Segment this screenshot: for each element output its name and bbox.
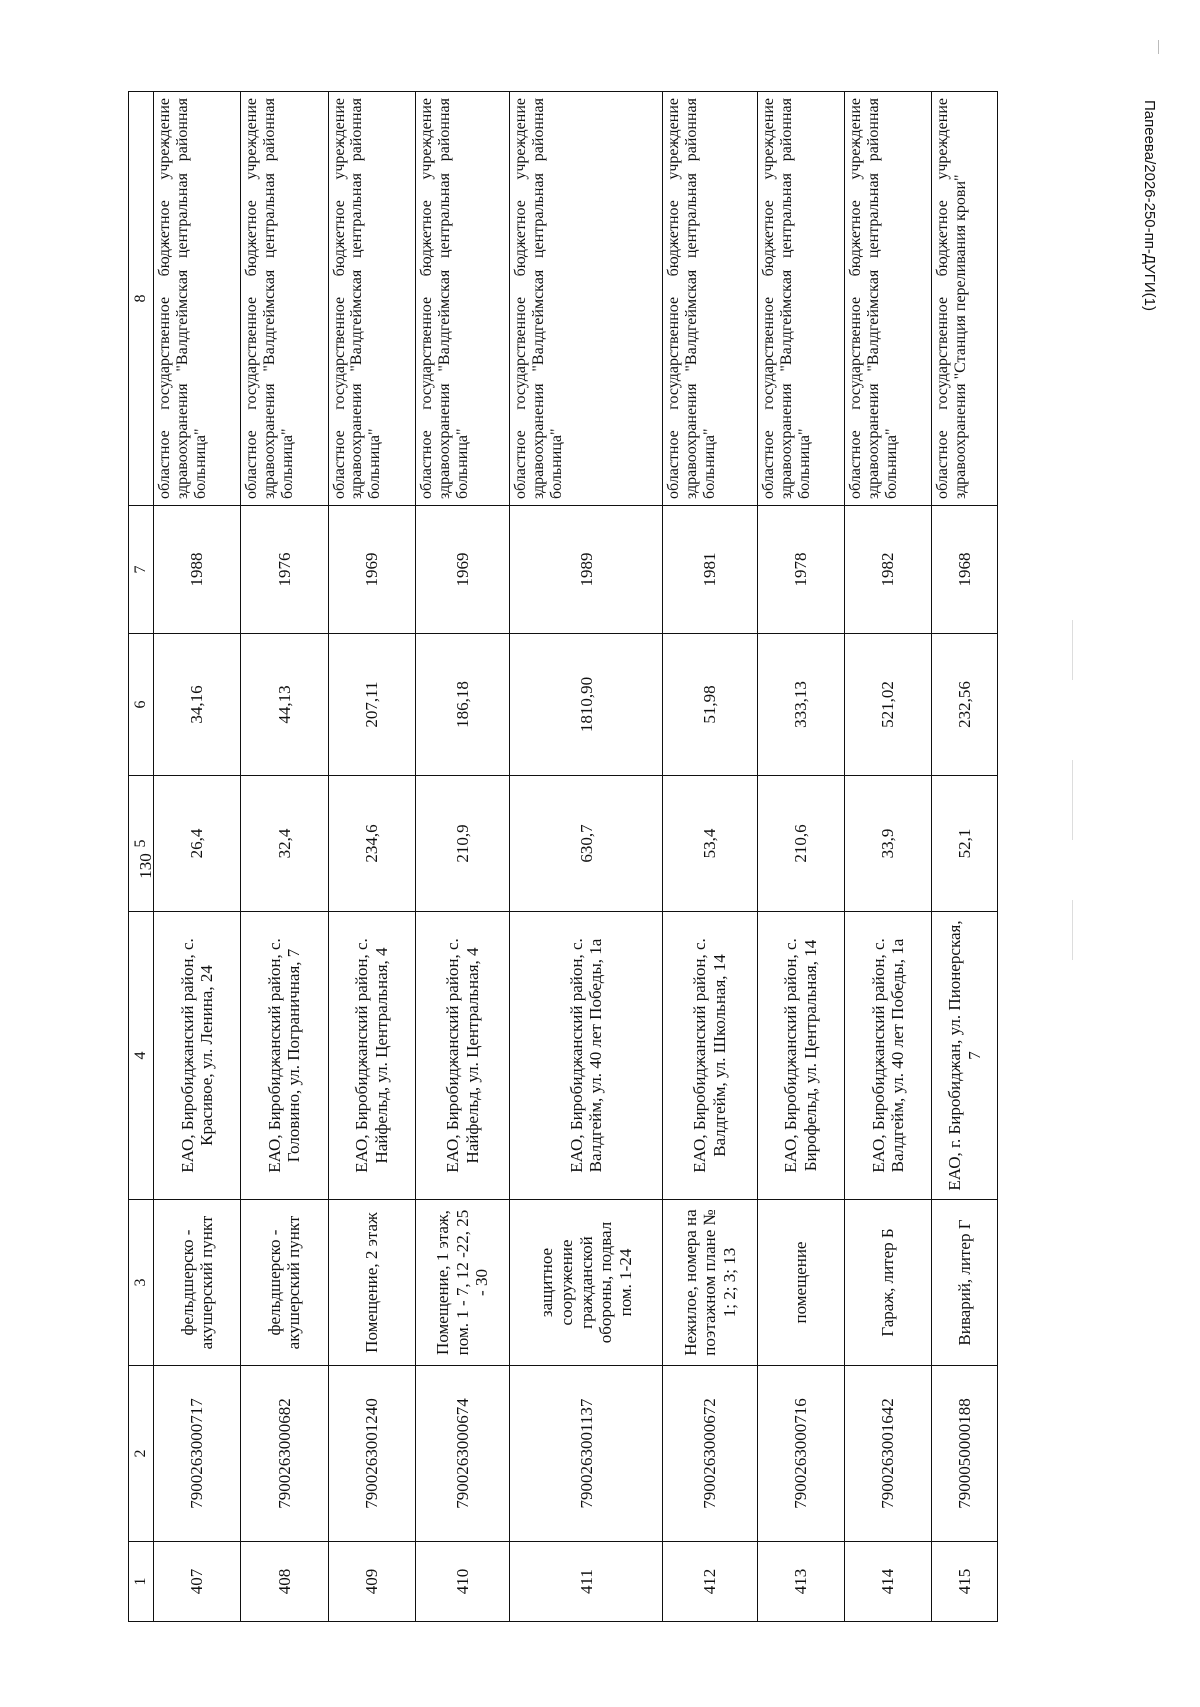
object-name: Помещение, 1 этаж, пом. 1 - 7, 12 -22, 25 - 30 <box>415 1200 510 1366</box>
table-row <box>415 92 510 1622</box>
right-holder: областное государственное бюджетное учреждение здравоохранения "Валдгеймская центральная районная больница" <box>757 92 844 506</box>
row-number: 407 <box>154 1542 241 1622</box>
object-address: ЕАО, г. Биробиджан, ул. Пионерская, 7 <box>932 912 998 1200</box>
row-number: 409 <box>328 1542 415 1622</box>
book-value: 232,56 <box>932 634 998 776</box>
book-value: 51,98 <box>663 634 758 776</box>
year-built: 1976 <box>241 506 328 634</box>
year-built: 1981 <box>663 506 758 634</box>
area-value: 32,4 <box>241 776 328 912</box>
scan-artifact <box>1158 40 1159 54</box>
row-number: 415 <box>932 1542 998 1622</box>
object-address: ЕАО, Биробиджанский район, с. Найфельд, ул. Центральная, 4 <box>415 912 510 1200</box>
cadastral-number: 7900263000716 <box>757 1366 844 1542</box>
table-row <box>757 92 844 1622</box>
book-value: 521,02 <box>845 634 932 776</box>
right-holder: областное государственное бюджетное учреждение здравоохранения "Станция переливания крови" <box>932 92 998 506</box>
area-value: 210,9 <box>415 776 510 912</box>
table-row <box>845 92 932 1622</box>
column-number: 4 <box>129 912 154 1200</box>
book-value: 186,18 <box>415 634 510 776</box>
scan-artifact <box>1072 760 1073 840</box>
cadastral-number: 7900263000717 <box>154 1366 241 1542</box>
column-number: 7 <box>129 506 154 634</box>
object-name: Помещение, 2 этаж <box>328 1200 415 1366</box>
column-number: 1 <box>129 1542 154 1622</box>
book-value: 1810,90 <box>510 634 663 776</box>
area-value: 26,4 <box>154 776 241 912</box>
object-name: Виварий, литер Г <box>932 1200 998 1366</box>
book-value: 34,16 <box>154 634 241 776</box>
area-value: 53,4 <box>663 776 758 912</box>
object-address: ЕАО, Биробиджанский район, с. Головино, ул. Пограничная, 7 <box>241 912 328 1200</box>
scan-artifact <box>1072 900 1073 960</box>
object-name: фельдшерско - акушерский пункт <box>154 1200 241 1366</box>
area-value: 210,6 <box>757 776 844 912</box>
object-address: ЕАО, Биробиджанский район, с. Найфельд, ул. Центральная, 4 <box>328 912 415 1200</box>
table-row <box>510 92 663 1622</box>
column-number: 3 <box>129 1200 154 1366</box>
area-value: 630,7 <box>510 776 663 912</box>
table-row <box>932 92 998 1622</box>
book-value: 44,13 <box>241 634 328 776</box>
year-built: 1969 <box>415 506 510 634</box>
column-number: 2 <box>129 1366 154 1542</box>
column-number: 5 <box>129 776 154 912</box>
column-number: 8 <box>129 92 154 506</box>
row-number: 408 <box>241 1542 328 1622</box>
book-value: 207,11 <box>328 634 415 776</box>
object-name: Гараж, литер Б <box>845 1200 932 1366</box>
cadastral-number: 7900050000188 <box>932 1366 998 1542</box>
row-number: 411 <box>510 1542 663 1622</box>
row-number: 412 <box>663 1542 758 1622</box>
object-address: ЕАО, Биробиджанский район, с. Валдгейм, ул. 40 лет Победы, 1а <box>510 912 663 1200</box>
object-address: ЕАО, Биробиджанский район, с. Валдгейм, ул. 40 лет Победы, 1а <box>845 912 932 1200</box>
object-name: фельдшерско - акушерский пункт <box>241 1200 328 1366</box>
right-holder: областное государственное бюджетное учреждение здравоохранения "Валдгеймская центральная районная больница" <box>415 92 510 506</box>
cadastral-number: 7900263001137 <box>510 1366 663 1542</box>
right-holder: областное государственное бюджетное учреждение здравоохранения "Валдгеймская центральная районная больница" <box>241 92 328 506</box>
right-holder: областное государственное бюджетное учреждение здравоохранения "Валдгеймская центральная районная больница" <box>154 92 241 506</box>
area-value: 52,1 <box>932 776 998 912</box>
header-row <box>129 92 154 1622</box>
year-built: 1982 <box>845 506 932 634</box>
row-number: 413 <box>757 1542 844 1622</box>
area-value: 234,6 <box>328 776 415 912</box>
cadastral-number: 7900263000682 <box>241 1366 328 1542</box>
cadastral-number: 7900263000672 <box>663 1366 758 1542</box>
cadastral-number: 7900263001642 <box>845 1366 932 1542</box>
year-built: 1988 <box>154 506 241 634</box>
year-built: 1989 <box>510 506 663 634</box>
object-name: Нежилое, номера на поэтажном плане № 1; 2; 3; 13 <box>663 1200 758 1366</box>
row-number: 410 <box>415 1542 510 1622</box>
document-code: Папеева/2026-250-пп-ДУГИ(1) <box>1141 100 1158 311</box>
table-row <box>328 92 415 1622</box>
property-register-table <box>128 91 998 1622</box>
rotated-table-wrapper <box>128 92 998 1622</box>
page-number: 130 <box>136 853 155 879</box>
object-address: ЕАО, Биробиджанский район, с. Красивое, ул. Ленина, 24 <box>154 912 241 1200</box>
table-row <box>154 92 241 1622</box>
area-value: 33,9 <box>845 776 932 912</box>
right-holder: областное государственное бюджетное учреждение здравоохранения "Валдгеймская центральная районная больница" <box>328 92 415 506</box>
book-value: 333,13 <box>757 634 844 776</box>
cadastral-number: 7900263001240 <box>328 1366 415 1542</box>
right-holder: областное государственное бюджетное учреждение здравоохранения "Валдгеймская центральная районная больница" <box>663 92 758 506</box>
object-name: защитное сооружение гражданской обороны, подвал пом. 1-24 <box>510 1200 663 1366</box>
table-row <box>241 92 328 1622</box>
scan-artifact <box>1072 620 1073 680</box>
cadastral-number: 7900263000674 <box>415 1366 510 1542</box>
object-address: ЕАО, Биробиджанский район, с. Бирофельд, ул. Центральная, 14 <box>757 912 844 1200</box>
object-address: ЕАО, Биробиджанский район, с. Валдгейм, ул. Школьная, 14 <box>663 912 758 1200</box>
year-built: 1978 <box>757 506 844 634</box>
right-holder: областное государственное бюджетное учреждение здравоохранения "Валдгеймская центральная районная больница" <box>510 92 663 506</box>
year-built: 1968 <box>932 506 998 634</box>
row-number: 414 <box>845 1542 932 1622</box>
table-row <box>663 92 758 1622</box>
object-name: помещение <box>757 1200 844 1366</box>
column-number: 6 <box>129 634 154 776</box>
right-holder: областное государственное бюджетное учреждение здравоохранения "Валдгеймская центральная районная больница" <box>845 92 932 506</box>
year-built: 1969 <box>328 506 415 634</box>
